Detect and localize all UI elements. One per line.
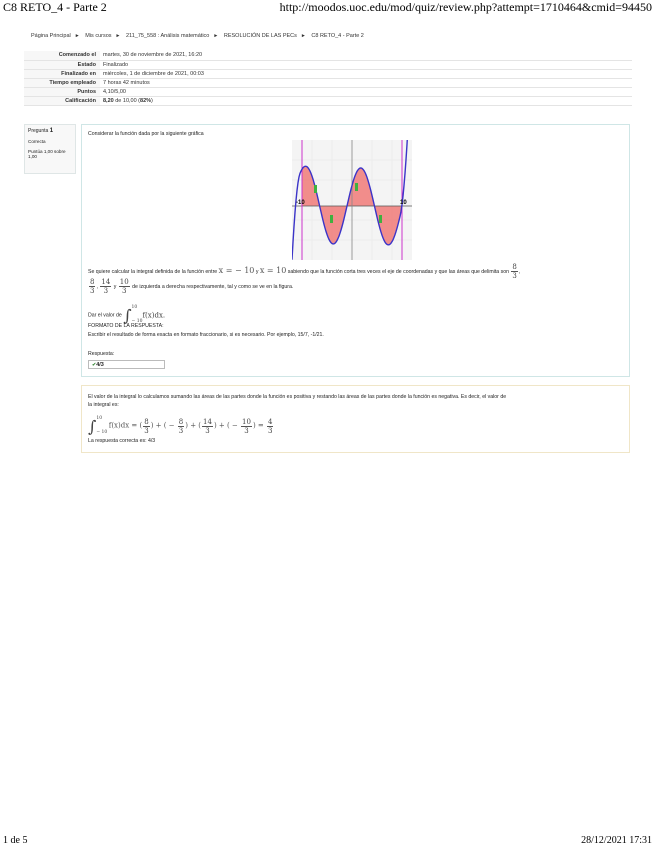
print-header [0,0,655,14]
breadcrumb-quiz[interactable]: C8 RETO_4 - Parte 2 [311,33,364,39]
label-10: 10 [400,200,407,206]
summary-row-finished: Finalizado en miércoles, 1 de diciembre de 2021, 00:03 [24,69,632,78]
question-text-line2: $\frac{8}{3}$ , $\frac{14}{3}$ y $\frac{10}{3}$ de izquierda a derecha respectivamente, tal y como se ve en la figura. [90,278,294,295]
feedback-text-2: la integral es: [88,402,119,408]
question-mark: Puntúa 1,00 sobre 1,00 [28,149,66,159]
eq-term-2: $\frac{8}{3}$ [178,417,184,435]
correct-answer-text: La respuesta correcta es: 4/3 [88,438,156,444]
summary-row-time: Tiempo empleado 7 horas 42 minutos [24,78,632,87]
marker-3 [355,183,358,191]
feedback-panel [81,385,630,453]
summary-row-started: Comenzado el martes, 30 de noviembre de 2021, 16:20 [24,51,632,60]
breadcrumb-section[interactable]: RESOLUCIÓN DE LAS PECs [223,33,297,39]
fraction-area-3: $\frac{14}{3}$ [101,278,111,295]
eq-result: $\frac{4}{3}$ [268,417,273,435]
question-number: Pregunta 1 [28,128,54,134]
print-page-number: 1 de 5 [3,835,28,846]
answer-field[interactable] [88,360,165,369]
eq-term-3: $\frac{14}{3}$ [203,417,212,435]
label-minus-10: -10 [296,200,305,206]
print-datetime: 28/12/2021 17:31 [581,835,652,846]
question-content [81,124,630,377]
integral-expression: ∫10 − 10f(x)dx. [123,305,166,325]
breadcrumb-my-courses[interactable]: Mis cursos [85,33,112,39]
function-graph [292,140,412,260]
print-title: C8 RETO_4 - Parte 2 [3,0,107,14]
breadcrumb-course[interactable]: 211_75_558 : Análisis matemático [126,33,210,39]
question-state: Correcta [28,139,46,144]
fraction-area-2: $\frac{8}{3}$ [90,278,95,295]
question-text-line3: Dar el valor de ∫10 − 10f(x)dx. [88,305,166,325]
summary-row-grade: Calificación 8,20 de 10,00 (82%) [24,96,632,105]
question-text-line1: Se quiere calcular la integral definida de la función entre x = − 10 y x = 10 sabiendo que la función corta tres veces el eje de coordenadas y que las áreas que delimita son $\frac{8}{3}$ , [88,263,521,280]
question-statement: Considerar la función dada por la siguiente gráfica [88,131,204,137]
eq-term-1: $\frac{8}{3}$ [144,417,149,435]
summary-row-state: Estado Finalizado [24,60,632,69]
print-url: http://moodos.uoc.edu/mod/quiz/review.php?attempt=1710464&cmid=94450 [279,0,652,14]
answer-value: 4/3 [96,362,104,368]
check-icon: ✔ [92,362,97,368]
fraction-area-4: $\frac{10}{3}$ [119,278,129,295]
fraction-area-1: $\frac{8}{3}$ [512,263,517,280]
attempt-summary-table [24,51,632,106]
format-title: FORMATO DE LA RESPUESTA: [88,323,164,329]
breadcrumb: Página Principal ► Mis cursos ► 211_75_558 : Análisis matemático ► RESOLUCIÓN DE LAS PECs ► C8 RETO_4 - Parte 2 [31,33,364,39]
feedback-text-1: El valor de la integral lo calculamos sumando las áreas de las partes donde la función es positiva y restando las áreas de las partes donde la función es negativa. Es decir, el valor de [88,394,507,400]
breadcrumb-home[interactable]: Página Principal [31,33,71,39]
marker-1 [314,185,317,193]
eq-term-4: $\frac{10}{3}$ [242,417,251,435]
summary-row-points: Puntos 4,10/5,00 [24,87,632,96]
format-text: Escribir el resultado de forma exacta en formato fraccionario, si es necesario. Por ejemplo, 15/7, -1/21. [88,332,324,338]
print-footer [0,835,655,848]
marker-2 [330,215,333,223]
question-info-panel [24,124,76,174]
marker-4 [379,215,382,223]
response-label: Respuesta: [88,351,115,357]
feedback-equation: ∫10 − 10 f(x)dx = ( $\frac{8}{3}$ ) + ( − $\frac{8}{3}$ ) + ( $\frac{14}{3}$ ) + ( − $\frac{10}{3}$ ) = $\frac{4}{3}$ [88,416,273,436]
